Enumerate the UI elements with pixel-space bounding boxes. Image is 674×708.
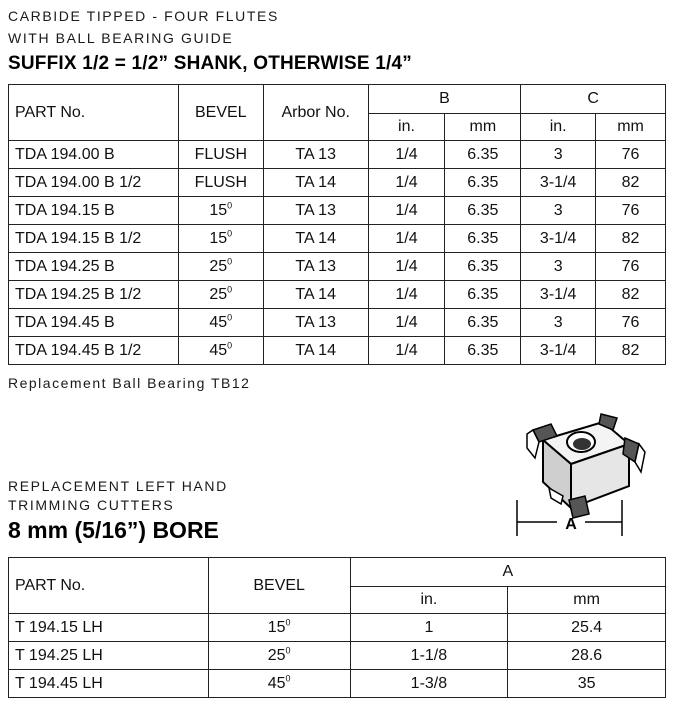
cutter-diagram	[505, 400, 655, 545]
cell-b-mm: 6.35	[445, 281, 521, 309]
cell-b-mm: 6.35	[445, 225, 521, 253]
header-b-in: in.	[368, 114, 445, 141]
header-arbor-no: Arbor No.	[263, 85, 368, 141]
header-part-no: PART No.	[9, 558, 209, 614]
cell-a-in: 1	[350, 614, 508, 642]
bit-spec-table	[8, 84, 666, 365]
cell-arbor: TA 14	[263, 225, 368, 253]
cell-bevel: FLUSH	[178, 169, 263, 197]
cell-c-in: 3	[521, 253, 596, 281]
cell-c-mm: 82	[596, 337, 666, 365]
cell-part-no: TDA 194.00 B 1/2	[9, 169, 179, 197]
cell-b-mm: 6.35	[445, 141, 521, 169]
cell-part-no: T 194.25 LH	[9, 642, 209, 670]
cell-b-mm: 6.35	[445, 169, 521, 197]
cell-c-mm: 76	[596, 309, 666, 337]
cell-b-in: 1/4	[368, 309, 445, 337]
degree-mark: 0	[227, 200, 233, 211]
cell-bevel	[208, 642, 350, 670]
degree-mark: 0	[285, 673, 291, 684]
degree-mark: 0	[285, 617, 291, 628]
header-b: B	[368, 85, 521, 114]
cell-bevel	[208, 670, 350, 698]
header-bevel: BEVEL	[178, 85, 263, 141]
cell-c-mm: 76	[596, 141, 666, 169]
cell-b-in: 1/4	[368, 337, 445, 365]
section2-subtitle-line2: TRIMMING CUTTERS	[8, 497, 175, 513]
cell-bevel	[178, 197, 263, 225]
cell-arbor: TA 13	[263, 253, 368, 281]
dimension-label: A	[565, 516, 577, 533]
cell-arbor: TA 14	[263, 281, 368, 309]
cell-c-mm: 82	[596, 281, 666, 309]
header-bevel: BEVEL	[208, 558, 350, 614]
cell-part-no: TDA 194.25 B 1/2	[9, 281, 179, 309]
cell-c-mm: 76	[596, 197, 666, 225]
cell-b-in: 1/4	[368, 225, 445, 253]
cell-b-mm: 6.35	[445, 309, 521, 337]
cell-b-in: 1/4	[368, 169, 445, 197]
cell-c-mm: 82	[596, 169, 666, 197]
table-row	[9, 614, 666, 642]
table-row	[9, 225, 666, 253]
header-c: C	[521, 85, 666, 114]
degree-mark: 0	[227, 284, 233, 295]
cell-a-mm: 28.6	[508, 642, 666, 670]
cell-c-in: 3-1/4	[521, 225, 596, 253]
cell-arbor: TA 13	[263, 309, 368, 337]
cell-a-in: 1-3/8	[350, 670, 508, 698]
cell-c-in: 3	[521, 309, 596, 337]
header-b-mm: mm	[445, 114, 521, 141]
cell-part-no: TDA 194.45 B 1/2	[9, 337, 179, 365]
cell-bevel	[178, 309, 263, 337]
cell-arbor: TA 13	[263, 141, 368, 169]
section1-heading: SUFFIX 1/2 = 1/2” SHANK, OTHERWISE 1/4”	[8, 53, 412, 74]
bevel-value: 45	[209, 313, 228, 331]
table-row	[9, 670, 666, 698]
section2-heading: 8 mm (5/16”) BORE	[8, 517, 219, 543]
cell-bevel	[178, 253, 263, 281]
cell-bevel	[208, 614, 350, 642]
cell-b-in: 1/4	[368, 281, 445, 309]
bevel-value: 25	[209, 285, 228, 303]
cell-c-in: 3-1/4	[521, 337, 596, 365]
cell-c-in: 3-1/4	[521, 281, 596, 309]
four-flute-cutter-icon	[505, 400, 655, 540]
degree-mark: 0	[227, 256, 233, 267]
header-a-in: in.	[350, 587, 508, 614]
header-a: A	[350, 558, 665, 587]
table-row	[9, 337, 666, 365]
bevel-value: 45	[267, 674, 286, 692]
table-row	[9, 309, 666, 337]
cell-b-mm: 6.35	[445, 197, 521, 225]
table-row	[9, 253, 666, 281]
degree-mark: 0	[227, 312, 233, 323]
table-header-row	[9, 85, 666, 114]
cell-arbor: TA 14	[263, 337, 368, 365]
table-row	[9, 281, 666, 309]
bit-table-body	[9, 141, 666, 365]
cutter-table-body	[9, 614, 666, 698]
header-c-mm: mm	[596, 114, 666, 141]
degree-mark: 0	[227, 340, 233, 351]
table-row	[9, 141, 666, 169]
cell-bevel: FLUSH	[178, 141, 263, 169]
header-a-mm: mm	[508, 587, 666, 614]
cell-c-in: 3	[521, 197, 596, 225]
cell-part-no: TDA 194.15 B 1/2	[9, 225, 179, 253]
cell-part-no: TDA 194.15 B	[9, 197, 179, 225]
cell-b-in: 1/4	[368, 253, 445, 281]
bevel-value: 45	[209, 341, 228, 359]
cell-bevel	[178, 225, 263, 253]
cell-arbor: TA 14	[263, 169, 368, 197]
cell-b-in: 1/4	[368, 197, 445, 225]
degree-mark: 0	[285, 645, 291, 656]
bevel-value: 25	[267, 646, 286, 664]
cell-a-mm: 35	[508, 670, 666, 698]
cell-arbor: TA 13	[263, 197, 368, 225]
cell-b-mm: 6.35	[445, 253, 521, 281]
bevel-value: 25	[209, 257, 228, 275]
cell-part-no: TDA 194.45 B	[9, 309, 179, 337]
table-row	[9, 169, 666, 197]
cell-part-no: TDA 194.00 B	[9, 141, 179, 169]
cell-bevel	[178, 337, 263, 365]
header-part-no: PART No.	[9, 85, 179, 141]
bevel-value: 15	[267, 618, 286, 636]
bevel-value: 15	[209, 229, 228, 247]
section1-subtitle-line2: WITH BALL BEARING GUIDE	[8, 30, 234, 46]
table-row	[9, 197, 666, 225]
cell-part-no: TDA 194.25 B	[9, 253, 179, 281]
cell-a-mm: 25.4	[508, 614, 666, 642]
cell-c-mm: 76	[596, 253, 666, 281]
table-header-row	[9, 558, 666, 587]
cell-bevel	[178, 281, 263, 309]
table-row	[9, 642, 666, 670]
replacement-bearing-note: Replacement Ball Bearing TB12	[8, 375, 251, 391]
section1-subtitle-line1: CARBIDE TIPPED - FOUR FLUTES	[8, 8, 279, 24]
cell-c-in: 3	[521, 141, 596, 169]
cell-a-in: 1-1/8	[350, 642, 508, 670]
degree-mark: 0	[227, 228, 233, 239]
section2-subtitle-line1: REPLACEMENT LEFT HAND	[8, 478, 228, 494]
cell-part-no: T 194.45 LH	[9, 670, 209, 698]
cell-c-in: 3-1/4	[521, 169, 596, 197]
header-c-in: in.	[521, 114, 596, 141]
cell-b-mm: 6.35	[445, 337, 521, 365]
cell-c-mm: 82	[596, 225, 666, 253]
cell-b-in: 1/4	[368, 141, 445, 169]
cutter-spec-table	[8, 557, 666, 698]
cell-part-no: T 194.15 LH	[9, 614, 209, 642]
bevel-value: 15	[209, 201, 228, 219]
